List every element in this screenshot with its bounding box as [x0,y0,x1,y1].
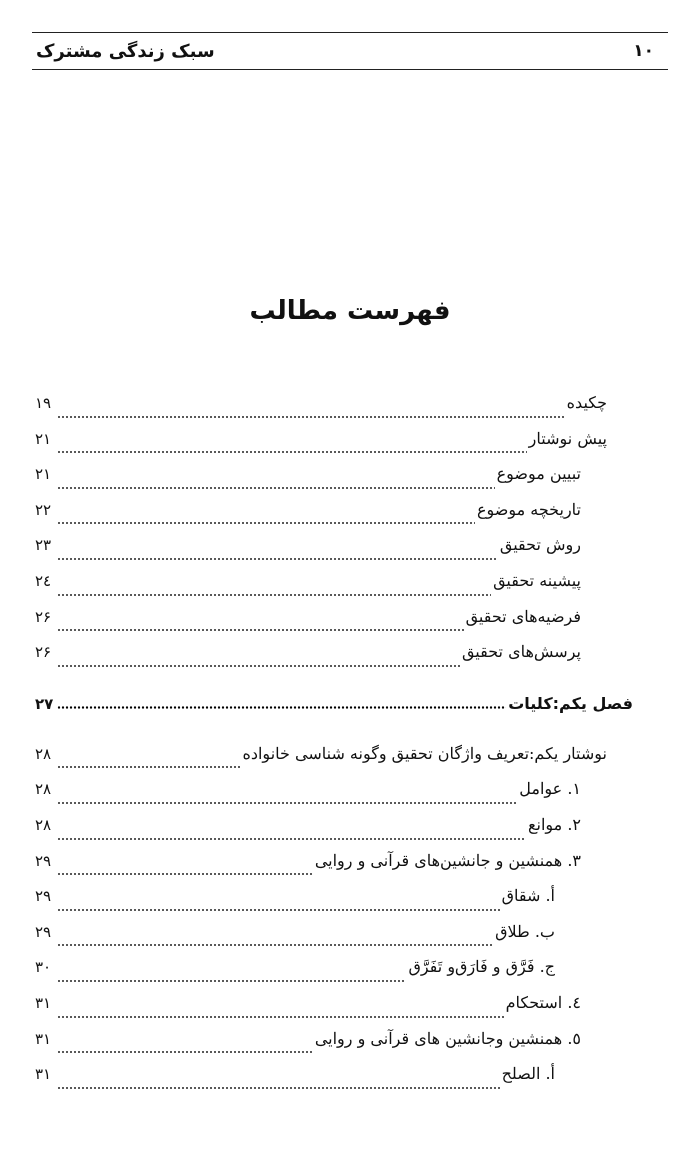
toc-entry-page: ۳۰ [35,958,52,977]
dot-leader [57,1087,500,1089]
toc-entry-page: ۱۹ [35,394,52,412]
toc-entry-label: ٤. استحکام [505,992,581,1012]
toc-entry-label: ۱. عوامل [519,779,581,799]
toc-group-intro [35,393,607,678]
toc-entry-page: ۲۸ [35,815,52,834]
toc-entry-page: ۲۸ [35,744,52,763]
toc-entry-label: ٥. همنشین وجانشین های قرآنی و روایی [314,1028,581,1048]
dot-leader [57,1016,504,1018]
book-title: سبک زندگی مشترک [36,40,215,62]
toc-entry[interactable] [35,993,607,1029]
toc-chapter[interactable] [35,678,633,730]
dot-leader [57,665,460,667]
toc-entry[interactable] [35,642,607,678]
toc-entry-page: ۳۱ [35,1029,52,1048]
toc-entry-page: ۲۶ [35,643,52,662]
toc-entry-page: ۲٤ [35,571,52,590]
toc-entry[interactable] [35,744,607,780]
toc-group-chapter-1 [35,744,607,1100]
toc-entry-page: ۲۹ [35,922,52,941]
table-of-contents [35,393,633,1100]
toc-entry-label: پرسش‌های تحقیق [461,642,581,662]
toc-entry-label: فرضیه‌های تحقیق [465,606,581,626]
toc-entry-label: چکیده [566,393,607,412]
toc-entry-page: ۲۹ [35,887,52,906]
toc-entry[interactable] [35,851,607,887]
toc-entry-page: ۲۹ [35,851,52,870]
toc-entry-label: تاریخچه موضوع [476,499,581,519]
toc-entry-label: نوشتار یکم:تعریف واژگان تحقیق وگونه شناسی خانواده [242,743,607,763]
dot-leader [57,558,498,560]
page-number: ۱۰ [633,41,654,61]
toc-entry-label: أ. الصلح [501,1064,555,1084]
toc-entry-page: ۲۶ [35,607,52,626]
dot-leader [57,802,517,804]
toc-entry[interactable] [35,815,607,851]
toc-entry-label: ۲. موانع [527,814,581,834]
toc-entry[interactable] [35,500,607,536]
toc-entry-label: أ. شقاق [501,886,555,906]
toc-title: فهرست مطالب [249,296,451,326]
toc-entry[interactable] [35,957,607,993]
dot-leader [57,766,240,768]
dot-leader [57,873,313,875]
toc-entry[interactable] [35,1029,607,1065]
toc-entry-page: ۳۱ [35,1065,52,1084]
toc-entry-page: ۲۱ [35,429,52,448]
toc-entry-page: ۲۳ [35,536,52,555]
toc-entry-label: ج. فَرَّق و فَارَق‌و تَفَرَّق [408,957,555,977]
toc-entry[interactable] [35,607,607,643]
running-header [32,32,668,70]
toc-entry[interactable] [35,571,607,607]
dot-leader [57,838,526,840]
toc-entry[interactable] [35,464,607,500]
dot-leader [57,451,527,453]
toc-entry-page: ۲۲ [35,500,52,519]
toc-entry-page: ۲۱ [35,465,52,484]
dot-leader [57,1051,313,1053]
toc-entry-label: روش تحقیق [499,535,581,555]
toc-entry-label: پیشینه تحقیق [493,570,581,590]
toc-entry-label: ب. طلاق [495,921,555,941]
toc-entry[interactable] [35,535,607,571]
toc-entry-label: ۳. همنشین و جانشین‌های قرآنی و روایی [314,850,581,870]
toc-entry-label: پیش نوشتار [528,428,607,448]
toc-entry-page: ۳۱ [35,993,52,1012]
toc-entry[interactable] [35,886,607,922]
toc-entry-page: ۲۸ [35,780,52,799]
toc-entry[interactable] [35,779,607,815]
dot-leader [57,909,500,911]
toc-entry[interactable] [35,429,607,465]
dot-leader [57,522,475,524]
toc-entry[interactable] [35,1064,607,1100]
toc-entry-label: تبیین موضوع [496,464,581,484]
toc-entry[interactable] [35,393,607,429]
dot-leader [57,980,406,982]
dot-leader [57,944,493,946]
toc-entry-page: ۲۷ [35,694,54,713]
toc-entry-label: فصل یکم:کلیات [508,694,633,714]
dot-leader [57,594,491,596]
dot-leader [57,487,495,489]
toc-entry[interactable] [35,922,607,958]
dot-leader [57,629,464,631]
dot-leader [57,416,565,418]
dot-leader [57,706,506,709]
